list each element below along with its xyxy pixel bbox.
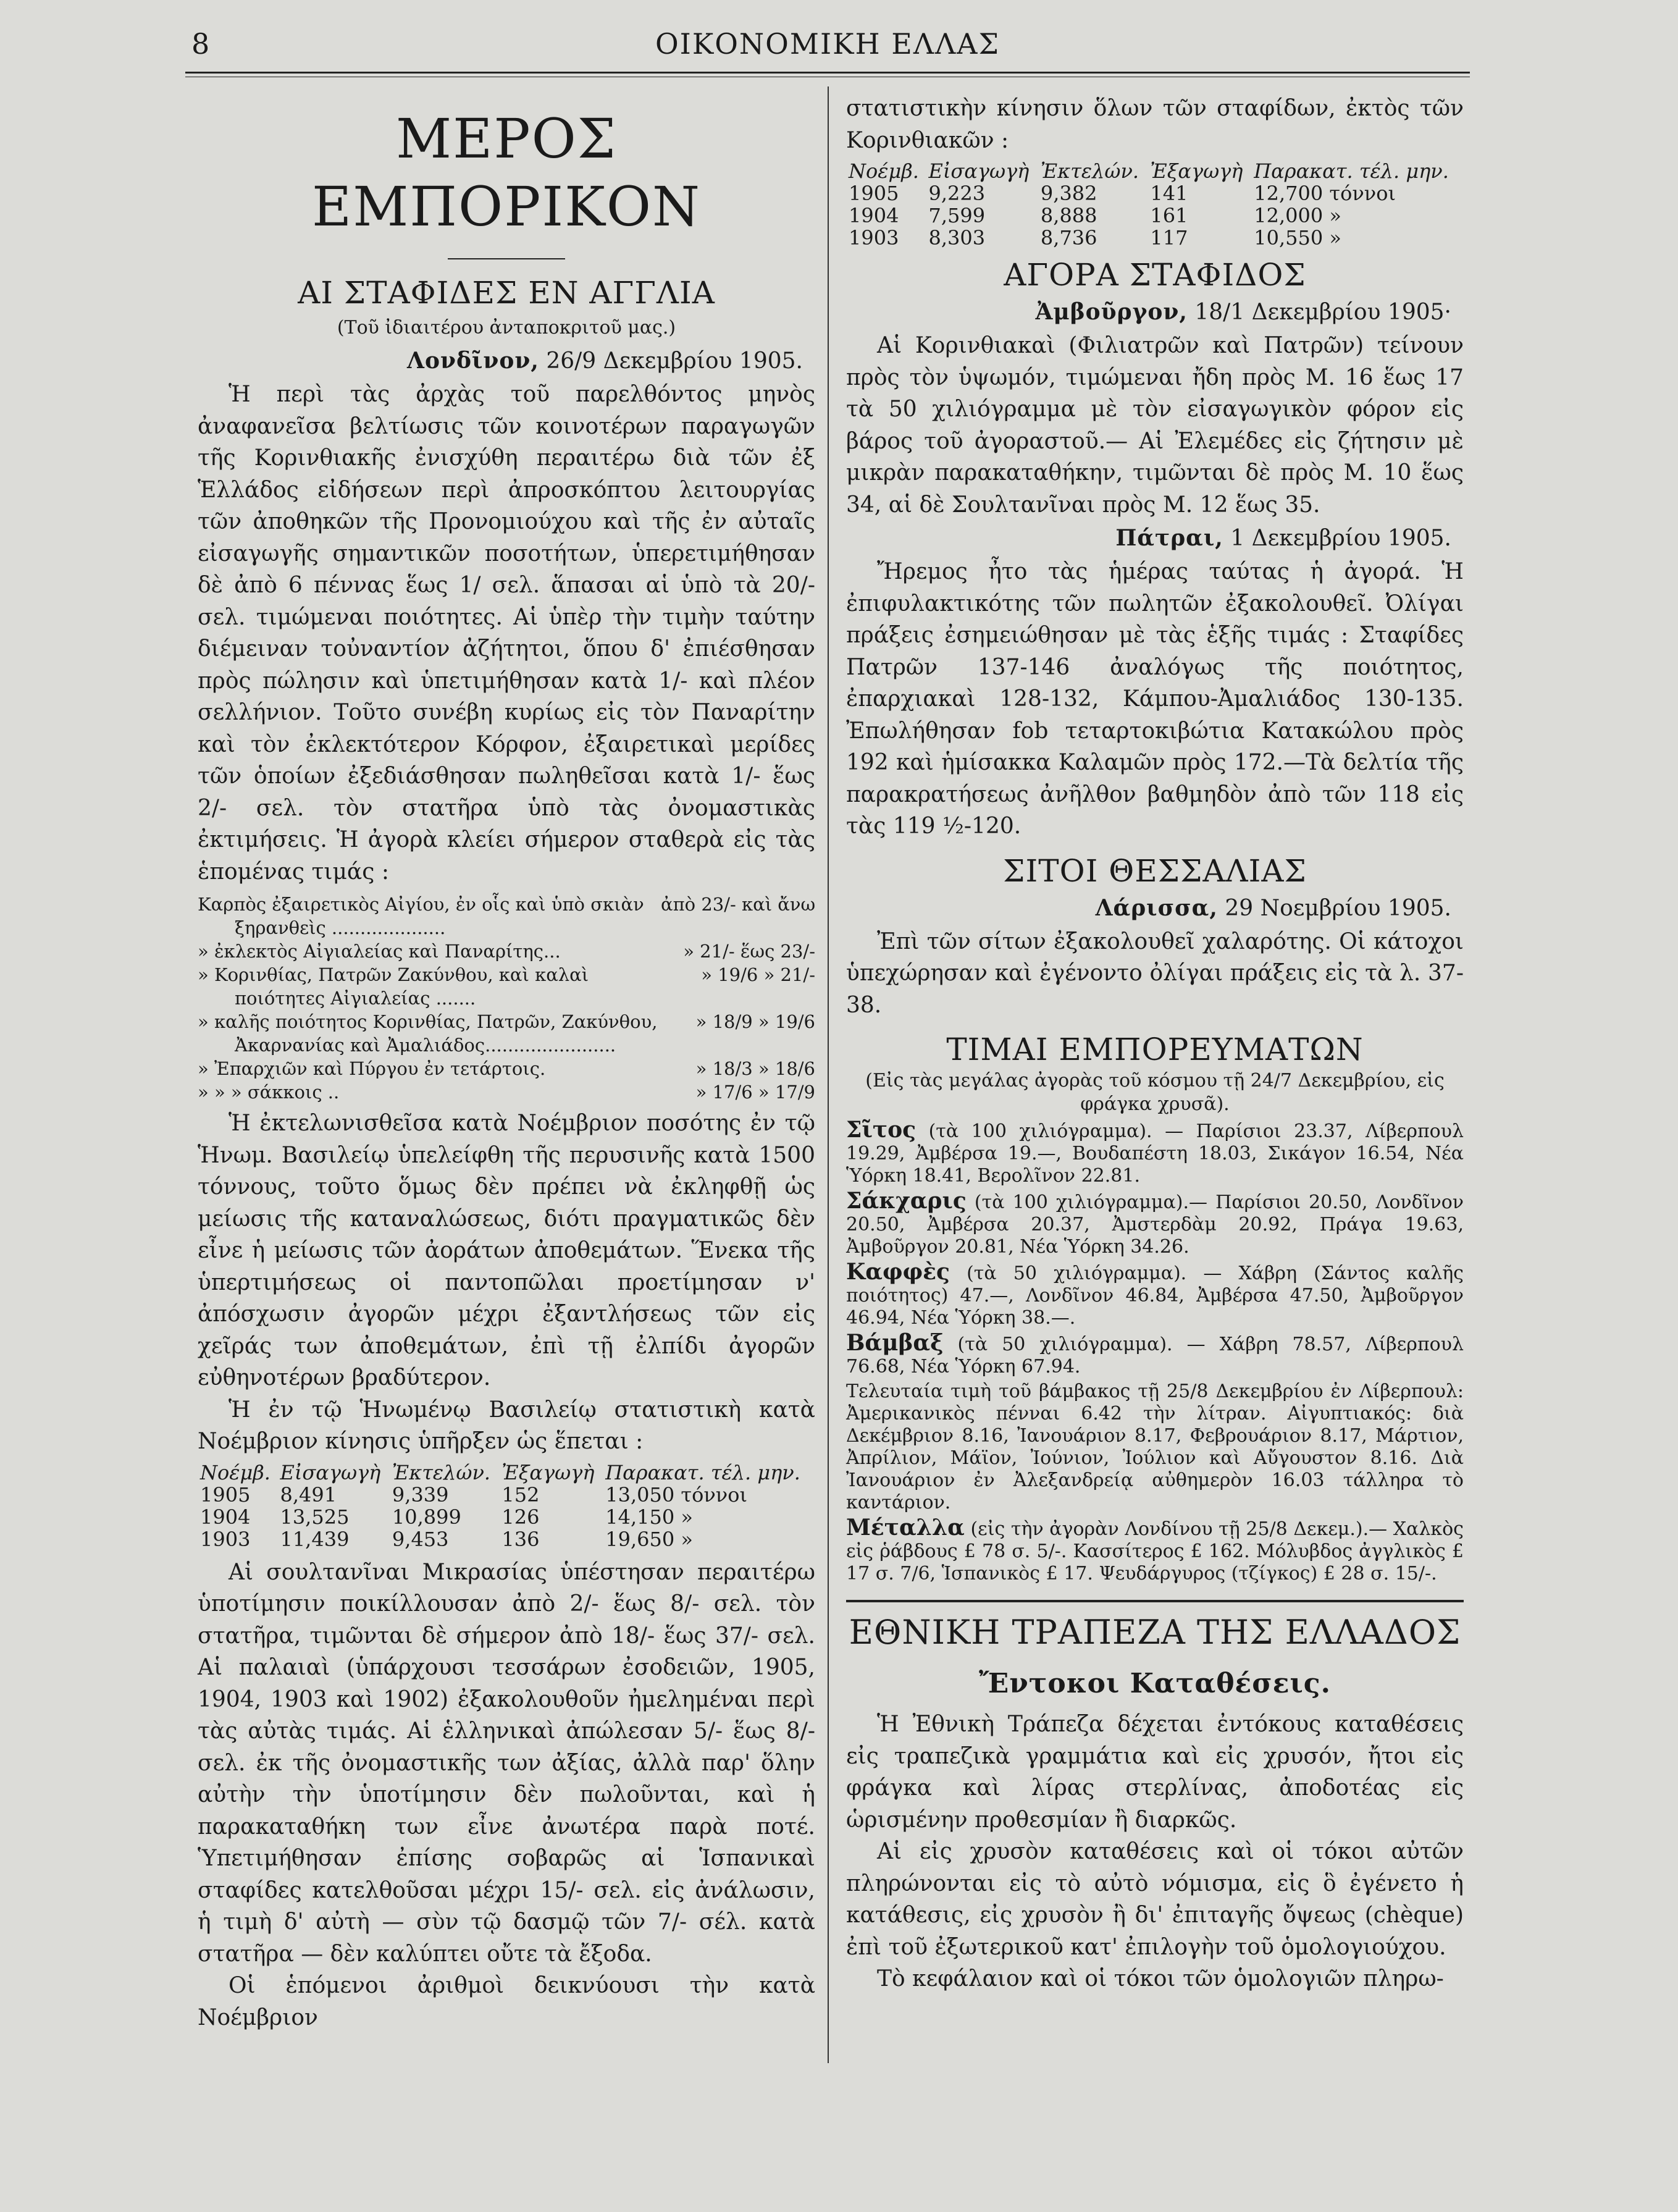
table-row (846, 182, 1464, 204)
table-cell: 152 (501, 1482, 540, 1507)
table-row (846, 227, 1464, 249)
commodity-text: (τὰ 100 χιλιόγραμμα). — Παρίσιοι 23.37, Λίβερπουλ 19.29, Ἀμβέρσα 19.—, Βουδαπέστη 18.03, Σικάγον 16.54, Νέα Ὑόρκη 18.41, Βερολῖνον 22.81. (846, 1121, 1464, 1187)
paragraph: Ἡ ἐκτελωνισθεῖσα κατὰ Νοέμβριον ποσότης ἐν τῷ Ἡνωμ. Βασιλείῳ ὑπελείφθη τῆς περυσινῆς κατὰ 1500 τόννους, τοῦτο ὅμως δὲν πρέπει νὰ ἐκληφθῇ ὡς μείωσις τῆς καταναλώσεως, διότι πραγματικῶς δὲν εἶνε ἡ μείωσις τῶν ἀοράτων ἀποθεμάτων. Ἕνεκα τῆς ὑπερτιμήσεως οἱ παντοπῶλαι προετίμησαν ν' ἀπόσχωσιν ἀγορῶν μέχρι ἐξαντλήσεως τῶν εἰς χεῖράς των ἀποθεμάτων, ἐπὶ τῇ ἐλπίδι ἀγορῶν εὐθηνοτέρων βραδύτερον. (198, 1111, 815, 1390)
paragraph: Ἡ Ἐθνικὴ Τράπεζα δέχεται ἐντόκους καταθέσεις εἰς τραπεζικὰ γραμμάτια καὶ εἰς χρυσόν, ἤτοι εἰς φράγκα καὶ λίρας στερλίνας, ἀποδοτέας εἰς ὡρισμένην προθεσμίαν ἢ διαρκῶς. (846, 1712, 1464, 1833)
price-value: ἀπὸ 23/- καὶ ἄνω (661, 894, 816, 915)
dateline (846, 891, 1451, 926)
paragraph: Τὸ κεφάλαιον καὶ οἱ τόκοι τῶν ὁμολογιῶν πληρω- (877, 1966, 1444, 1991)
price-value: » 21/- ἕως 23/- (683, 941, 815, 962)
commodity-name: Μέταλλα (846, 1515, 965, 1541)
price-list (198, 893, 815, 1104)
paragraph: Αἱ Κορινθιακαὶ (Φιλιατρῶν καὶ Πατρῶν) τείνουν πρὸς τὸν ὑψωμόν, τιμώμεναι ἤδη πρὸς Μ. 16 ἕως 17 τὰ 50 χιλιόγραμμα μὲ τὸν εἰσαγωγικὸν φόρον εἰς βάρος τοῦ ἀγοραστοῦ.— Αἱ Ἐλεμέδες εἰς ζήτησιν μὲ μικρὰν παρακαταθήκην, τιμῶνται δὲ πρὸς Μ. 10 ἕως 34, αἱ δὲ Σουλτανῖναι πρὸς Μ. 12 ἕως 35. (846, 333, 1464, 518)
commodity-name: Βάμβαξ (846, 1330, 944, 1356)
table-row (198, 1484, 815, 1506)
running-title: ΟΙΚΟΝΟΜΙΚΗ ΕΛΛΑΣ (655, 27, 1001, 61)
dateline-date: 1 Δεκεμβρίου 1905. (1230, 526, 1451, 551)
paragraph: Ἡ περὶ τὰς ἀρχὰς τοῦ παρελθόντος μηνὸς ἀναφανεῖσα βελτίωσις τῶν κοινοτέρων παραγωγῶν τῆς Κορινθιακῆς ἐνισχύθη περαιτέρω διὰ τῶν ἐξ Ἑλλάδος εἰδήσεων περὶ ἀπροσκόπτου λειτουργίας τῶν ἀποθηκῶν τῆς Προνομιούχου καὶ τῆς ἐν αὐταῖς εἰσαγωγῆς σημαντικῶν ποσοτήτων, ὑπερετιμήθησαν δὲ ἀπὸ 6 πέννας ἕως 1/ σελ. ἅπασαι αἱ ὑπὸ τὰ 20/- σελ. τιμώμεναι ποιότητες. Αἱ ὑπὲρ τὴν τιμὴν ταύτην διέμειναν τοὐναντίον ἀζήτητοι, ὅπου δ' ἐπιέσθησαν πρὸς πώλησιν καὶ ὑπετιμήθησαν κατὰ 1/- καὶ πλέον σελλήνιον. Τοῦτο συνέβη κυρίως εἰς τὸν Παναρίτην καὶ τὸν ἐκλεκτότερον Κόρφον, ἐξαιρετικαὶ μερίδες τῶν ὁποίων ἐξεδιάσθησαν πωληθεῖσαι κατὰ 1/- ἕως 2/- σελ. τὸν στατῆρα ὑπὸ τὰς ὀνομαστικὰς ἐκτιμήσεις. Ἡ ἀγορὰ κλείει σήμερον σταθερὰ εἰς τὰς ἑπομένας τιμάς : (198, 382, 815, 885)
correspondent-note: (Τοῦ ἰδιαιτέρου ἀνταποκριτοῦ μας.) (337, 317, 676, 339)
price-desc: » ἐκλεκτὸς Αἰγιαλείας καὶ Παναρίτης... (198, 941, 561, 962)
price-value: » 18/3 » 18/6 (695, 1058, 815, 1079)
section-title: ΜΕΡΟΣ ΕΜΠΟΡΙΚΟΝ (311, 107, 702, 238)
column-header: Εἰσαγωγὴ (928, 159, 1030, 183)
price-row (198, 893, 815, 940)
table-cell: 8,491 (280, 1482, 337, 1507)
table-cell: 19,650 » (605, 1527, 693, 1551)
table-cell: 14,150 » (605, 1505, 693, 1529)
commodity-name: Καφφὲς (846, 1259, 950, 1285)
commodity-text: (εἰς τὴν ἀγορὰν Λονδίνου τῇ 25/8 Δεκεμ.).— Χαλκὸς εἰς ῥάβδους £ 78 σ. 5/-. Κασσίτερος £ 162. Μόλυβδος ἀγγλικὸς £ 17 σ. 7/6, Ἱσπανικὸς £ 17. Ψευδάργυρος (τζίγκος) £ 28 σ. 15/-. (846, 1518, 1464, 1584)
header-rule (185, 72, 1470, 74)
table-row (198, 1506, 815, 1528)
price-value: » 17/6 » 17/9 (695, 1082, 815, 1103)
table-cell: 9,339 (392, 1482, 449, 1507)
article-heading: ΣΙΤΟΙ ΘΕΣΣΑΛΙΑΣ (1003, 852, 1307, 889)
table-cell: 8,736 (1040, 226, 1097, 250)
column-header: Παρακατ. τέλ. μην. (605, 1460, 800, 1484)
table-cell: 13,525 (280, 1505, 350, 1529)
dateline-date: 29 Νοεμβρίου 1905. (1225, 895, 1451, 921)
dateline (198, 343, 803, 379)
dateline-place: Λάρισσα, (1095, 894, 1218, 921)
table-header-row (846, 160, 1464, 182)
paragraph: Ἡ ἐν τῷ Ἡνωμένῳ Βασιλείῳ στατιστικὴ κατὰ Νοέμβριον κίνησις ὑπῆρξεν ὡς ἕπεται : (198, 1397, 815, 1454)
table-cell: 141 (1150, 182, 1188, 205)
column-header: Νοέμβ. (849, 159, 919, 183)
table-cell: 1903 (200, 1527, 251, 1551)
commodity-entry (846, 1332, 1464, 1378)
commodity-entry (846, 1381, 1464, 1514)
table-cell: 117 (1150, 226, 1188, 250)
table-cell: 1905 (200, 1482, 251, 1507)
bank-heading: ΕΘΝΙΚΗ ΤΡΑΠΕΖΑ ΤΗΣ ΕΛΛΑΔΟΣ (846, 1600, 1464, 1654)
commodity-entry (846, 1516, 1464, 1585)
price-row (198, 940, 815, 963)
statistics-table (198, 1461, 815, 1550)
dateline-place: Λονδῖνον, (407, 348, 539, 374)
column-header: Παρακατ. τέλ. μην. (1254, 159, 1449, 183)
table-cell: 7,599 (928, 204, 986, 227)
table-cell: 12,700 τόννοι (1254, 182, 1396, 205)
table-cell: 11,439 (280, 1527, 350, 1551)
table-cell: 13,050 τόννοι (605, 1482, 748, 1507)
column-header: Ἐξαγωγὴ (1150, 159, 1243, 183)
table-cell: 136 (501, 1527, 540, 1551)
commodity-text: (τὰ 100 χιλιόγραμμα).— Παρίσιοι 20.50, Λονδῖνον 20.50, Ἀμβέρσα 20.37, Ἀμστερδὰμ 20.92, Πράγα 19.63, Ἀμβοῦργον 20.81, Νέα Ὑόρκη 34.26. (846, 1192, 1464, 1258)
dateline-place: Πάτραι, (1115, 525, 1223, 551)
dateline-place: Ἀμβοῦργον, (1035, 299, 1188, 325)
price-row (198, 1057, 815, 1080)
article-heading: ΤΙΜΑΙ ΕΜΠΟΡΕΥΜΑΤΩΝ (946, 1032, 1364, 1067)
dateline (846, 521, 1451, 556)
table-cell: 1905 (849, 182, 899, 205)
statistics-table (846, 160, 1464, 249)
price-row (198, 963, 815, 1010)
table-cell: 126 (501, 1505, 540, 1529)
table-cell: 8,888 (1040, 204, 1097, 227)
paragraph: Ἤρεμος ἦτο τὰς ἡμέρας ταύτας ἡ ἀγορά. Ἡ ἐπιφυλακτικότης τῶν πωλητῶν ἐξακολουθεῖ. Ὀλίγαι πράξεις ἐσημειώθησαν μὲ τὰς ἑξῆς τιμάς : Σταφίδες Πατρῶν 137-146 ἀναλόγως τῆς ποιότητος, ἐπαρχιακαὶ 128-132, Κάμπου-Ἀμαλιάδος 130-135. Ἐπωλήθησαν fob τεταρτοκιβώτια Κατακώλου πρὸς 192 καὶ ἡμίσακκα Καλαμῶν πρὸς 172.—Τὰ δελτία τῆς παρακρατήσεως ἀνῆλθον βαθμηδὸν ἀπὸ τῶν 118 εἰς τὰς 119 ½-120. (846, 559, 1464, 839)
price-desc: » Κορινθίας, Πατρῶν Ζακύνθου, καὶ καλαὶ ποιότητες Αἰγιαλείας ....... (198, 964, 589, 1009)
price-row (198, 1010, 815, 1057)
column-header: Εἰσαγωγὴ (280, 1460, 381, 1484)
table-row (846, 204, 1464, 227)
bank-subheading: Ἔντοκοι Καταθέσεις. (979, 1668, 1331, 1699)
price-desc: » Ἐπαρχιῶν καὶ Πύργου ἐν τετάρτοις. (198, 1058, 546, 1079)
column-divider (828, 86, 829, 2063)
table-cell: 9,453 (392, 1527, 449, 1551)
commodity-text: (τὰ 50 χιλιόγραμμα). — Χάβρη 78.57, Λίβερπουλ 76.68, Νέα Ὑόρκη 67.94. (846, 1334, 1464, 1377)
price-row (198, 1080, 815, 1104)
article-heading: ΑΓΟΡΑ ΣΤΑΦΙΔΟΣ (1004, 257, 1306, 293)
commodity-name: Σῖτος (846, 1117, 917, 1143)
left-column (198, 93, 815, 2033)
paragraph: Οἱ ἑπόμενοι ἀριθμοὶ δεικνύουσι τὴν κατὰ Νοέμβριον (198, 1973, 815, 2030)
table-cell: 8,303 (928, 226, 986, 250)
dateline-date: 18/1 Δεκεμβρίου 1905· (1194, 300, 1451, 325)
paragraph: Ἐπὶ τῶν σίτων ἐξακολουθεῖ χαλαρότης. Οἱ κάτοχοι ὑπεχώρησαν καὶ ἐγένοντο ὀλίγαι πράξεις εἰς τὰ λ. 37-38. (846, 928, 1464, 1018)
table-cell: 10,899 (392, 1505, 461, 1529)
prices-note: (Εἰς τὰς μεγάλας ἀγορὰς τοῦ κόσμου τῇ 24/7 Δεκεμβρίου, εἰς φράγκα χρυσᾶ). (865, 1070, 1445, 1115)
page-number: 8 (191, 27, 210, 61)
table-cell: 9,382 (1040, 182, 1097, 205)
column-header: Ἐκτελών. (1040, 159, 1139, 183)
title-rule (448, 258, 565, 259)
commodity-name: Σάκχαρις (846, 1188, 967, 1214)
price-value: » 18/9 » 19/6 (695, 1011, 815, 1032)
price-desc: » » » σάκκοις .. (198, 1082, 340, 1103)
table-cell: 10,550 » (1254, 226, 1341, 250)
price-desc: Καρπὸς ἐξαιρετικὸς Αἰγίου, ἐν οἷς καὶ ὑπὸ σκιὰν ξηρανθεὶς .................... (198, 894, 644, 938)
table-cell: 1904 (849, 204, 899, 227)
page-header (185, 27, 1470, 64)
column-header: Νοέμβ. (200, 1460, 271, 1484)
table-cell: 1904 (200, 1505, 251, 1529)
paragraph: Αἱ σουλτανῖναι Μικρασίας ὑπέστησαν περαιτέρω ὑποτίμησιν ποικίλλουσαν ἀπὸ 2/- ἕως 8/- σελ. τὸν στατῆρα, τιμῶνται δὲ σήμερον ἀπὸ 18/- ἕως 37/- σελ. Αἱ παλαιαὶ (ὑπάρχουσι τεσσάρων ἐσοδειῶν, 1905, 1904, 1903 καὶ 1902) ἐξακολουθοῦν ἠμελημέναι περὶ τὰς αὐτὰς τιμάς. Αἱ ἑλληνικαὶ ἀπώλεσαν 5/- ἕως 8/- σελ. ἐκ τῆς ὀνομαστικῆς των ἀξίας, ἀλλὰ παρ' ὅλην αὐτὴν τὴν ὑποτίμησιν δὲν πωλοῦνται, καὶ ἡ παρακαταθήκη των εἶνε ἀνωτέρα παρὰ ποτέ. Ὑπετιμήθησαν ἐπίσης σοβαρῶς αἱ Ἱσπανικαὶ σταφίδες κατελθοῦσαι μέχρι 15/- σελ. εἰς ἀνάλωσιν, ἡ τιμὴ δ' αὐτὴ — σὺν τῷ δασμῷ τῶν 7/- σέλ. κατὰ στατῆρα — δὲν καλύπτει οὔτε τὰ ἔξοδα. (198, 1559, 815, 1967)
paragraph: στατιστικὴν κίνησιν ὅλων τῶν σταφίδων, ἐκτὸς τῶν Κορινθιακῶν : (846, 96, 1464, 153)
commodity-text: Τελευταία τιμὴ τοῦ βάμβακος τῇ 25/8 Δεκεμβρίου ἐν Λίβερπουλ: Ἀμερικανικὸς πένναι 6.42 τὴν λίτραν. Αἰγυπτιακός: διὰ Δεκέμβριον 8.16, Ἰανουάριον 8.17, Φεβρουάριον 8.17, Μάρτιον, Ἀπρίλιον, Μάϊον, Ἰούνιον, Ἰούλιον καὶ Αὔγουστον 8.16. Διὰ Ἰανουάριον ἐν Ἀλεξανδρείᾳ αὐθημερὸν 16.03 τάλληρα τὸ καντάριον. (846, 1381, 1464, 1513)
commodity-entry (846, 1119, 1464, 1187)
dateline-date: 26/9 Δεκεμβρίου 1905. (546, 348, 803, 374)
right-column (846, 93, 1464, 1995)
commodity-entry (846, 1190, 1464, 1258)
table-cell: 1903 (849, 226, 899, 250)
table-cell: 161 (1150, 204, 1188, 227)
price-desc: » καλῆς ποιότητος Κορινθίας, Πατρῶν, Ζακύνθου, Ἀκαρνανίας καὶ Ἀμαλιάδος....................... (198, 1011, 658, 1056)
table-cell: 12,000 » (1254, 204, 1341, 227)
table-cell: 9,223 (928, 182, 986, 205)
dateline (846, 295, 1451, 330)
price-value: » 19/6 » 21/- (701, 964, 815, 985)
commodity-text: (τὰ 50 χιλιόγραμμα). — Χάβρη (Σάντος καλῆς ποιότητος) 47.—, Λονδῖνον 46.84, Ἀμβέρσα 47.50, Ἀμβοῦργον 46.94, Νέα Ὑόρκη 38.—. (846, 1263, 1464, 1329)
column-header: Ἐκτελών. (392, 1460, 491, 1484)
commodity-entry (846, 1261, 1464, 1329)
paragraph: Αἱ εἰς χρυσὸν καταθέσεις καὶ οἱ τόκοι αὐτῶν πληρώνονται εἰς τὸ αὐτὸ νόμισμα, εἰς ὃ ἐγένετο ἡ κατάθεσις, εἰς χρυσὸν ἢ δι' ἐπιταγῆς ὄψεως (chèque) ἐπὶ τοῦ ἐξωτερικοῦ κατ' ἐπιλογὴν τοῦ ὁμολογιούχου. (846, 1839, 1464, 1960)
column-header: Ἐξαγωγὴ (501, 1460, 595, 1484)
article-heading: ΑΙ ΣΤΑΦΙΔΕΣ ΕΝ ΑΓΓΛΙΑ (298, 275, 715, 311)
table-row (198, 1528, 815, 1550)
table-header-row (198, 1461, 815, 1484)
